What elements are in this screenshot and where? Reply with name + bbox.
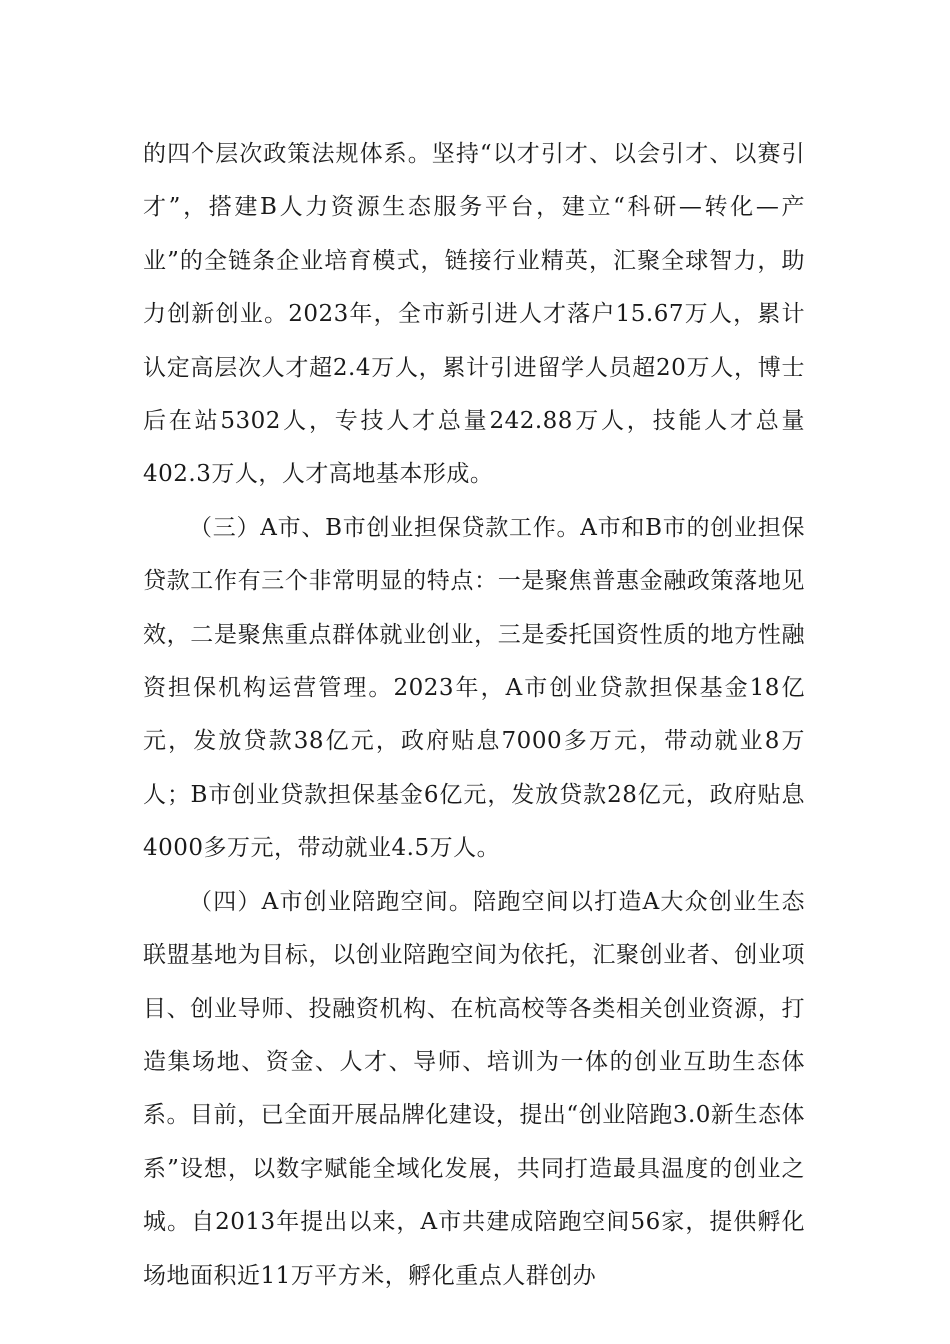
document-body (143, 128, 805, 1303)
paragraph-startup-loan-guarantee: （三）A市、B市创业担保贷款工作。A市和B市的创业担保贷款工作有三个非常明显的特点：一是聚焦普惠金融政策落地见效，二是聚焦重点群体就业创业，三是委托国资性质的地方性融资担保机构运营管理。2023年，A市创业贷款担保基金18亿元，发放贷款38亿元，政府贴息7000多万元，带动就业8万人；B市创业贷款担保基金6亿元，发放贷款28亿元，政府贴息4000多万元，带动就业4.5万人。 (143, 514, 805, 862)
paragraph-talent-policy: 的四个层次政策法规体系。坚持“以才引才、以会引才、以赛引才”，搭建B人力资源生态服务平台，建立“科研—转化—产业”的全链条企业培育模式，链接行业精英，汇聚全球智力，助力创新创业。2023年，全市新引进人才落户15.67万人，累计认定高层次人才超2.4万人，累计引进留学人员超20万人，博士后在站5302人，专技人才总量242.88万人，技能人才总量402.3万人，人才高地基本形成。 (143, 141, 805, 488)
paragraph-startup-accompany-space: （四）A市创业陪跑空间。陪跑空间以打造A大众创业生态联盟基地为目标，以创业陪跑空间为依托，汇聚创业者、创业项目、创业导师、投融资机构、在杭高校等各类相关创业资源，打造集场地、资金、人才、导师、培训为一体的创业互助生态体系。目前，已全面开展品牌化建设，提出“创业陪跑3.0新生态体系”设想，以数字赋能全域化发展，共同打造最具温度的创业之城。自2013年提出以来，A市共建成陪跑空间56家，提供孵化场地面积近11万平方米，孵化重点人群创办 (143, 888, 805, 1289)
